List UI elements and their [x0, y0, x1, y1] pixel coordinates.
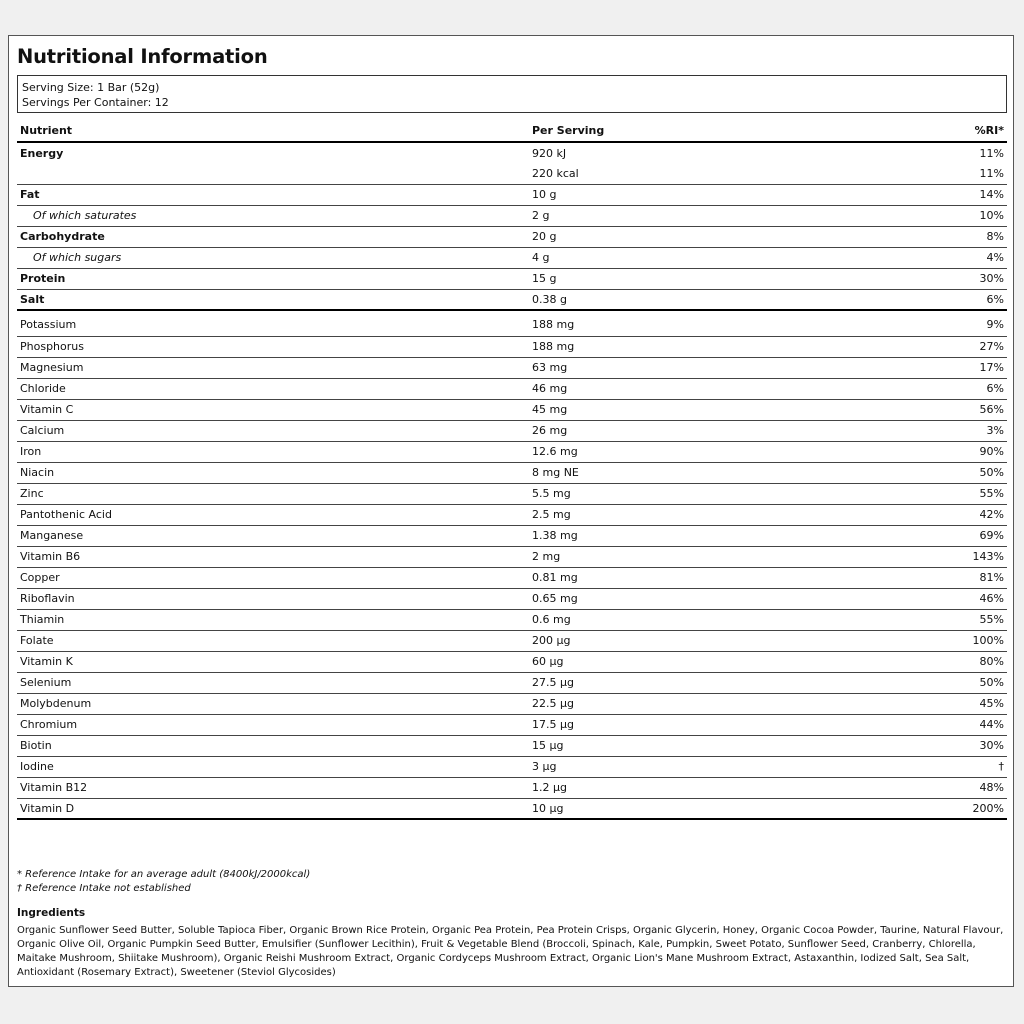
- nutrient-name: Niacin: [17, 462, 529, 483]
- nutrient-name: Vitamin C: [17, 399, 529, 420]
- nutrient-name: Chloride: [17, 378, 529, 399]
- nutrient-amount: 200 µg: [529, 630, 859, 651]
- table-row: [17, 714, 1007, 735]
- nutrient-amount: 3 µg: [529, 756, 859, 777]
- nutrient-amount: 20 g: [529, 226, 859, 247]
- nutrient-amount: 10 µg: [529, 798, 859, 819]
- table-row: [17, 357, 1007, 378]
- table-row: [17, 504, 1007, 525]
- nutrient-name: Chromium: [17, 714, 529, 735]
- nutrient-ri: 6%: [859, 378, 1007, 399]
- nutrient-amount: 1.38 mg: [529, 525, 859, 546]
- nutrient-name: Pantothenic Acid: [17, 504, 529, 525]
- nutrient-amount: 26 mg: [529, 420, 859, 441]
- nutrient-ri: †: [859, 756, 1007, 777]
- nutrient-amount: 1.2 µg: [529, 777, 859, 798]
- nutrient-amount: 188 mg: [529, 310, 859, 336]
- nutrient-ri: 17%: [859, 357, 1007, 378]
- nutrient-name: Vitamin K: [17, 651, 529, 672]
- nutrient-name: Iodine: [17, 756, 529, 777]
- table-row: [17, 798, 1007, 819]
- nutrient-ri: 46%: [859, 588, 1007, 609]
- nutrient-name: Biotin: [17, 735, 529, 756]
- nutrient-name: Manganese: [17, 525, 529, 546]
- nutrient-amount: 8 mg NE: [529, 462, 859, 483]
- table-row: [17, 546, 1007, 567]
- nutrient-name: Phosphorus: [17, 336, 529, 357]
- nutrient-amount: 920 kJ: [532, 146, 567, 160]
- nutrient-name: Vitamin B12: [17, 777, 529, 798]
- nutrient-name: Potassium: [17, 310, 529, 336]
- nutrient-amount: 0.6 mg: [529, 609, 859, 630]
- nutrient-name: Of which sugars: [17, 247, 529, 268]
- nutrient-ri: 80%: [859, 651, 1007, 672]
- table-row: [17, 756, 1007, 777]
- nutrition-table-body: [17, 142, 1007, 819]
- nutrient-ri: 9%: [859, 310, 1007, 336]
- nutrient-name: Carbohydrate: [17, 226, 529, 247]
- nutrient-amount: 0.38 g: [529, 289, 859, 310]
- nutrient-name: Protein: [17, 268, 529, 289]
- table-row: [17, 525, 1007, 546]
- table-row: [17, 567, 1007, 588]
- table-row: [17, 378, 1007, 399]
- nutrient-name: Fat: [17, 184, 529, 205]
- nutrient-ri: 11%: [859, 163, 1007, 184]
- table-row: [17, 630, 1007, 651]
- nutrient-amount: 2.5 mg: [529, 504, 859, 525]
- table-row: [17, 777, 1007, 798]
- table-row: [17, 205, 1007, 226]
- table-row: [17, 420, 1007, 441]
- nutrient-name: Of which saturates: [17, 205, 529, 226]
- header-per-serving: Per Serving: [529, 120, 859, 142]
- nutrition-table: [17, 120, 1007, 820]
- table-row: [17, 672, 1007, 693]
- table-row: [17, 247, 1007, 268]
- nutrient-ri: 200%: [859, 798, 1007, 819]
- nutrient-name: Energy: [20, 146, 64, 160]
- table-row: [17, 441, 1007, 462]
- table-row: [17, 462, 1007, 483]
- footnote-not-established: † Reference Intake not established: [17, 883, 191, 894]
- nutrient-amount: 5.5 mg: [529, 483, 859, 504]
- nutrient-ri: 14%: [859, 184, 1007, 205]
- nutrient-amount: 60 µg: [529, 651, 859, 672]
- nutrient-ri: 45%: [859, 693, 1007, 714]
- nutrient-ri: 11%: [979, 146, 1004, 160]
- nutrient-ri: 8%: [859, 226, 1007, 247]
- nutrient-amount: 17.5 µg: [529, 714, 859, 735]
- nutrient-name: [17, 163, 529, 184]
- nutrient-ri: 6%: [859, 289, 1007, 310]
- nutrient-amount: 45 mg: [529, 399, 859, 420]
- page-title: Nutritional Information: [17, 45, 268, 68]
- nutrient-ri: 10%: [859, 205, 1007, 226]
- nutrient-ri: 100%: [859, 630, 1007, 651]
- nutrient-name: Copper: [17, 567, 529, 588]
- nutrient-amount: 12.6 mg: [529, 441, 859, 462]
- nutrient-name: Vitamin B6: [17, 546, 529, 567]
- nutrient-ri: 50%: [859, 672, 1007, 693]
- header-ri: %RI*: [859, 120, 1007, 142]
- table-row: [17, 588, 1007, 609]
- nutrient-ri: 30%: [859, 268, 1007, 289]
- nutrient-amount: 15 g: [529, 268, 859, 289]
- table-row: [17, 163, 1007, 184]
- nutrient-amount: 22.5 µg: [529, 693, 859, 714]
- nutrient-name: Vitamin D: [17, 798, 529, 819]
- nutrient-ri: 42%: [859, 504, 1007, 525]
- nutrient-amount: 4 g: [529, 247, 859, 268]
- nutrient-ri: 50%: [859, 462, 1007, 483]
- nutrient-amount: 63 mg: [529, 357, 859, 378]
- serving-size: Serving Size: 1 Bar (52g): [22, 81, 160, 94]
- nutrient-amount: 46 mg: [529, 378, 859, 399]
- nutrient-ri: 4%: [859, 247, 1007, 268]
- nutrient-ri: 48%: [859, 777, 1007, 798]
- nutrient-amount: 2 mg: [529, 546, 859, 567]
- table-row: [17, 142, 1007, 163]
- nutrient-name: Thiamin: [17, 609, 529, 630]
- table-row: [17, 268, 1007, 289]
- table-header-row: [17, 120, 1007, 142]
- nutrition-panel: [8, 35, 1014, 987]
- table-row: [17, 184, 1007, 205]
- nutrient-amount: 220 kcal: [529, 163, 859, 184]
- nutrient-amount: 2 g: [529, 205, 859, 226]
- table-row: [17, 651, 1007, 672]
- table-row: [17, 609, 1007, 630]
- table-row: [17, 310, 1007, 336]
- ingredients-heading: Ingredients: [17, 907, 86, 919]
- nutrient-ri: 81%: [859, 567, 1007, 588]
- table-row: [17, 735, 1007, 756]
- nutrient-ri: 55%: [859, 483, 1007, 504]
- serving-info-box: [17, 75, 1007, 113]
- nutrient-ri: 27%: [859, 336, 1007, 357]
- table-row: [17, 693, 1007, 714]
- nutrient-ri: 3%: [859, 420, 1007, 441]
- nutrient-amount: 0.81 mg: [529, 567, 859, 588]
- nutrient-amount: 10 g: [529, 184, 859, 205]
- nutrient-name: Selenium: [17, 672, 529, 693]
- ingredients-text: Organic Sunflower Seed Butter, Soluble Tapioca Fiber, Organic Brown Rice Protein, Organic Pea Protein, Pea Protein Crisps, Organic Glycerin, Honey, Organic Cocoa Powder, Taurine, Natural Flavour, Organic Olive Oil, Organic Pumpkin Seed Butter, Emulsifier (Sunflower Lecithin), Fruit & Vegetable Blend (Broccoli, Spinach, Kale, Pumpkin, Sweet Potato, Sunflower Seed, Cranberry, Chlorella, Maitake Mushroom, Shiitake Mushroom), Organic Reishi Mushroom Extract, Organic Cordyceps Mushroom Extract, Organic Lion's Mane Mushroom Extract, Astaxanthin, Iodized Salt, Sea Salt, Antioxidant (Rosemary Extract), Sweetener (Steviol Glycosides): [17, 925, 1004, 978]
- nutrient-ri: 143%: [859, 546, 1007, 567]
- nutrient-amount: 188 mg: [529, 336, 859, 357]
- nutrient-amount: 15 µg: [529, 735, 859, 756]
- nutrient-ri: 90%: [859, 441, 1007, 462]
- header-nutrient: Nutrient: [17, 120, 529, 142]
- nutrient-name: Calcium: [17, 420, 529, 441]
- table-row: [17, 336, 1007, 357]
- table-row: [17, 399, 1007, 420]
- nutrient-name: Zinc: [17, 483, 529, 504]
- table-row: [17, 289, 1007, 310]
- footnotes: [17, 868, 310, 896]
- footnote-ri: * Reference Intake for an average adult (8400kJ/2000kcal): [17, 869, 311, 880]
- nutrient-ri: 69%: [859, 525, 1007, 546]
- nutrient-name: Riboflavin: [17, 588, 529, 609]
- nutrient-name: Molybdenum: [17, 693, 529, 714]
- nutrient-ri: 55%: [859, 609, 1007, 630]
- nutrient-ri: 44%: [859, 714, 1007, 735]
- nutrient-name: Magnesium: [17, 357, 529, 378]
- nutrient-ri: 30%: [859, 735, 1007, 756]
- table-row: [17, 226, 1007, 247]
- nutrient-amount: 27.5 µg: [529, 672, 859, 693]
- nutrient-name: Folate: [17, 630, 529, 651]
- nutrient-name: Iron: [17, 441, 529, 462]
- table-row: [17, 483, 1007, 504]
- nutrient-name: Salt: [17, 289, 529, 310]
- nutrient-ri: 56%: [859, 399, 1007, 420]
- nutrient-amount: 0.65 mg: [529, 588, 859, 609]
- servings-per-container: Servings Per Container: 12: [22, 96, 169, 109]
